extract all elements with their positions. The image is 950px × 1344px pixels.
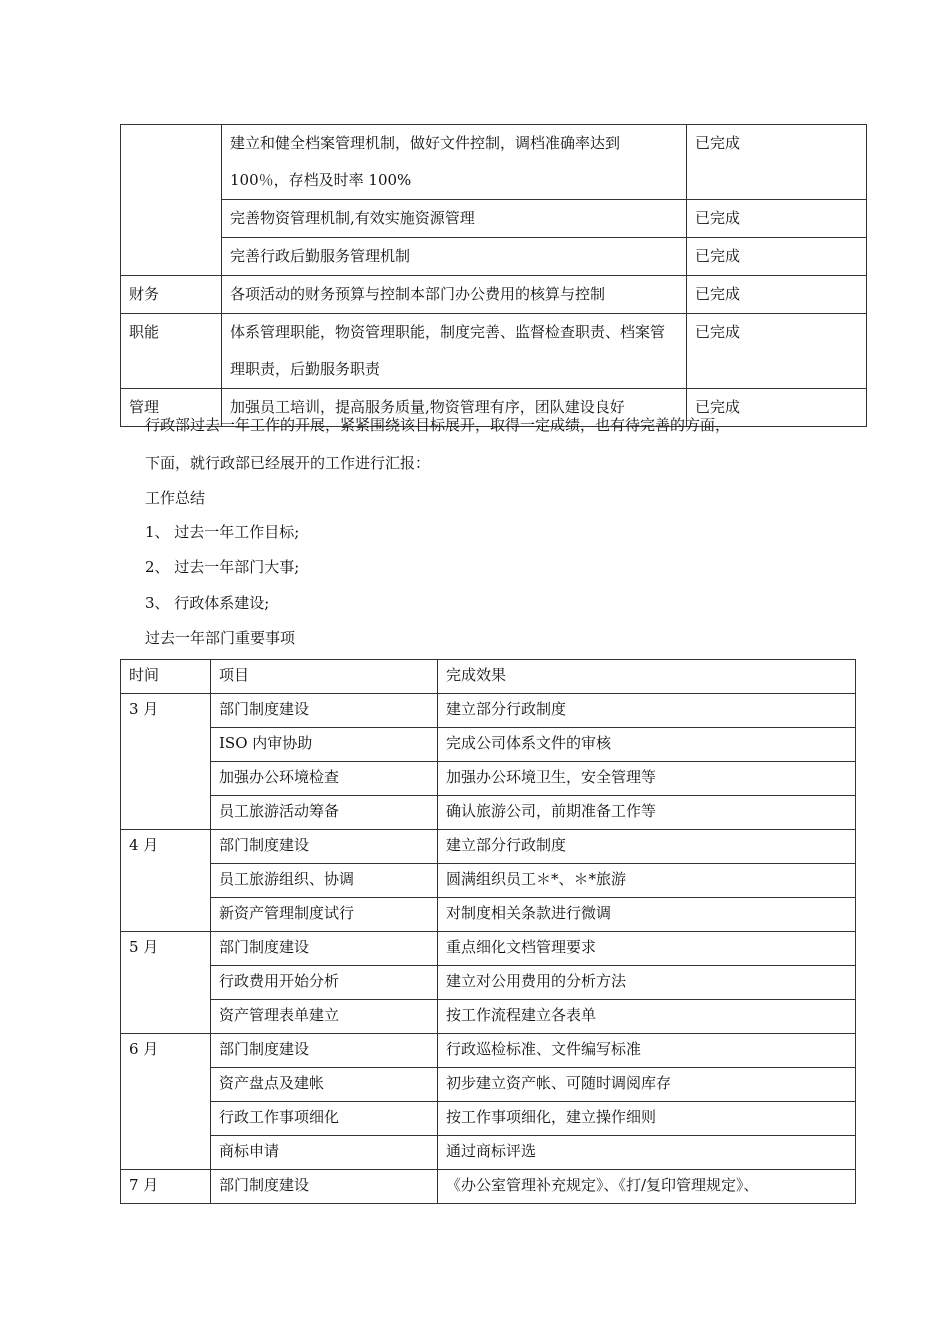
table-header-row — [121, 660, 856, 694]
month-cell: 6 月 — [121, 1034, 211, 1170]
month-cell: 3 月 — [121, 694, 211, 830]
effect-cell: 建立部分行政制度 — [438, 694, 856, 728]
list-item: 1、 过去一年工作目标; — [145, 523, 300, 541]
content-cell: 完善物资管理机制,有效实施资源管理 — [222, 200, 687, 238]
month-cell: 5 月 — [121, 932, 211, 1034]
item-cell: 行政工作事项细化 — [211, 1102, 438, 1136]
header-time: 时间 — [121, 660, 211, 694]
category-cell — [121, 125, 222, 276]
status-cell: 已完成 — [687, 389, 867, 427]
table-row — [121, 932, 856, 966]
table-row — [121, 694, 856, 728]
table-row — [121, 238, 867, 276]
header-effect: 完成效果 — [438, 660, 856, 694]
table-row — [121, 1136, 856, 1170]
table-caption: 过去一年部门重要事项 — [145, 629, 296, 647]
table-row — [121, 1000, 856, 1034]
item-cell: 部门制度建设 — [211, 1034, 438, 1068]
item-cell: 加强办公环境检查 — [211, 762, 438, 796]
table-row — [121, 796, 856, 830]
item-cell: 商标申请 — [211, 1136, 438, 1170]
effect-cell: 《办公室管理补充规定》、《打/复印管理规定》、 — [438, 1170, 856, 1204]
table-row — [121, 125, 867, 200]
table-row — [121, 1034, 856, 1068]
table-row — [121, 200, 867, 238]
item-cell: 部门制度建设 — [211, 932, 438, 966]
effect-cell: 建立对公用费用的分析方法 — [438, 966, 856, 1000]
effect-cell: 行政巡检标准、文件编写标准 — [438, 1034, 856, 1068]
status-cell: 已完成 — [687, 238, 867, 276]
item-cell: ISO 内审协助 — [211, 728, 438, 762]
table-row — [121, 898, 856, 932]
table-row — [121, 276, 867, 314]
item-cell: 员工旅游组织、协调 — [211, 864, 438, 898]
list-item: 2、 过去一年部门大事; — [145, 558, 300, 576]
month-cell: 4 月 — [121, 830, 211, 932]
item-cell: 员工旅游活动筹备 — [211, 796, 438, 830]
summary-heading: 工作总结 — [145, 489, 206, 507]
responsibility-table — [120, 124, 867, 427]
table-row — [121, 1068, 856, 1102]
item-cell: 部门制度建设 — [211, 694, 438, 728]
content-cell: 各项活动的财务预算与控制本部门办公费用的核算与控制 — [222, 276, 687, 314]
table-row — [121, 830, 856, 864]
content-cell: 加强员工培训，提高服务质量,物资管理有序，团队建设良好 — [222, 389, 687, 427]
item-cell: 资产盘点及建帐 — [211, 1068, 438, 1102]
effect-cell: 圆满组织员工＊*、＊*旅游 — [438, 864, 856, 898]
content-cell: 体系管理职能，物资管理职能，制度完善、监督检查职责、档案管理职责，后勤服务职责 — [222, 314, 687, 389]
list-item: 3、 行政体系建设; — [145, 594, 270, 612]
category-cell: 管理 — [121, 389, 222, 427]
table-row — [121, 314, 867, 389]
status-cell: 已完成 — [687, 276, 867, 314]
table-row — [121, 1170, 856, 1204]
events-table — [120, 659, 856, 1204]
header-item: 项目 — [211, 660, 438, 694]
table-row — [121, 966, 856, 1000]
effect-cell: 完成公司体系文件的审核 — [438, 728, 856, 762]
item-cell: 资产管理表单建立 — [211, 1000, 438, 1034]
intro-paragraph-line-1: 行政部过去一年工作的开展，紧紧围绕该目标展开，取得一定成绩，也有待完善的方面， — [145, 416, 731, 434]
table-row — [121, 728, 856, 762]
item-cell: 新资产管理制度试行 — [211, 898, 438, 932]
effect-cell: 按工作事项细化，建立操作细则 — [438, 1102, 856, 1136]
content-cell: 建立和健全档案管理机制，做好文件控制，调档准确率达到100％，存档及时率 100% — [222, 125, 687, 200]
effect-cell: 重点细化文档管理要求 — [438, 932, 856, 966]
item-cell: 部门制度建设 — [211, 830, 438, 864]
effect-cell: 通过商标评选 — [438, 1136, 856, 1170]
effect-cell: 确认旅游公司，前期准备工作等 — [438, 796, 856, 830]
category-cell: 职能 — [121, 314, 222, 389]
category-cell: 财务 — [121, 276, 222, 314]
status-cell: 已完成 — [687, 314, 867, 389]
effect-cell: 对制度相关条款进行微调 — [438, 898, 856, 932]
effect-cell: 建立部分行政制度 — [438, 830, 856, 864]
item-cell: 行政费用开始分析 — [211, 966, 438, 1000]
effect-cell: 按工作流程建立各表单 — [438, 1000, 856, 1034]
status-cell: 已完成 — [687, 200, 867, 238]
content-cell: 完善行政后勤服务管理机制 — [222, 238, 687, 276]
table-row — [121, 1102, 856, 1136]
intro-paragraph-line-2: 下面，就行政部已经展开的工作进行汇报： — [145, 454, 431, 472]
status-cell: 已完成 — [687, 125, 867, 200]
month-cell: 7 月 — [121, 1170, 211, 1204]
table-row — [121, 762, 856, 796]
table-row — [121, 864, 856, 898]
effect-cell: 加强办公环境卫生，安全管理等 — [438, 762, 856, 796]
item-cell: 部门制度建设 — [211, 1170, 438, 1204]
effect-cell: 初步建立资产帐、可随时调阅库存 — [438, 1068, 856, 1102]
